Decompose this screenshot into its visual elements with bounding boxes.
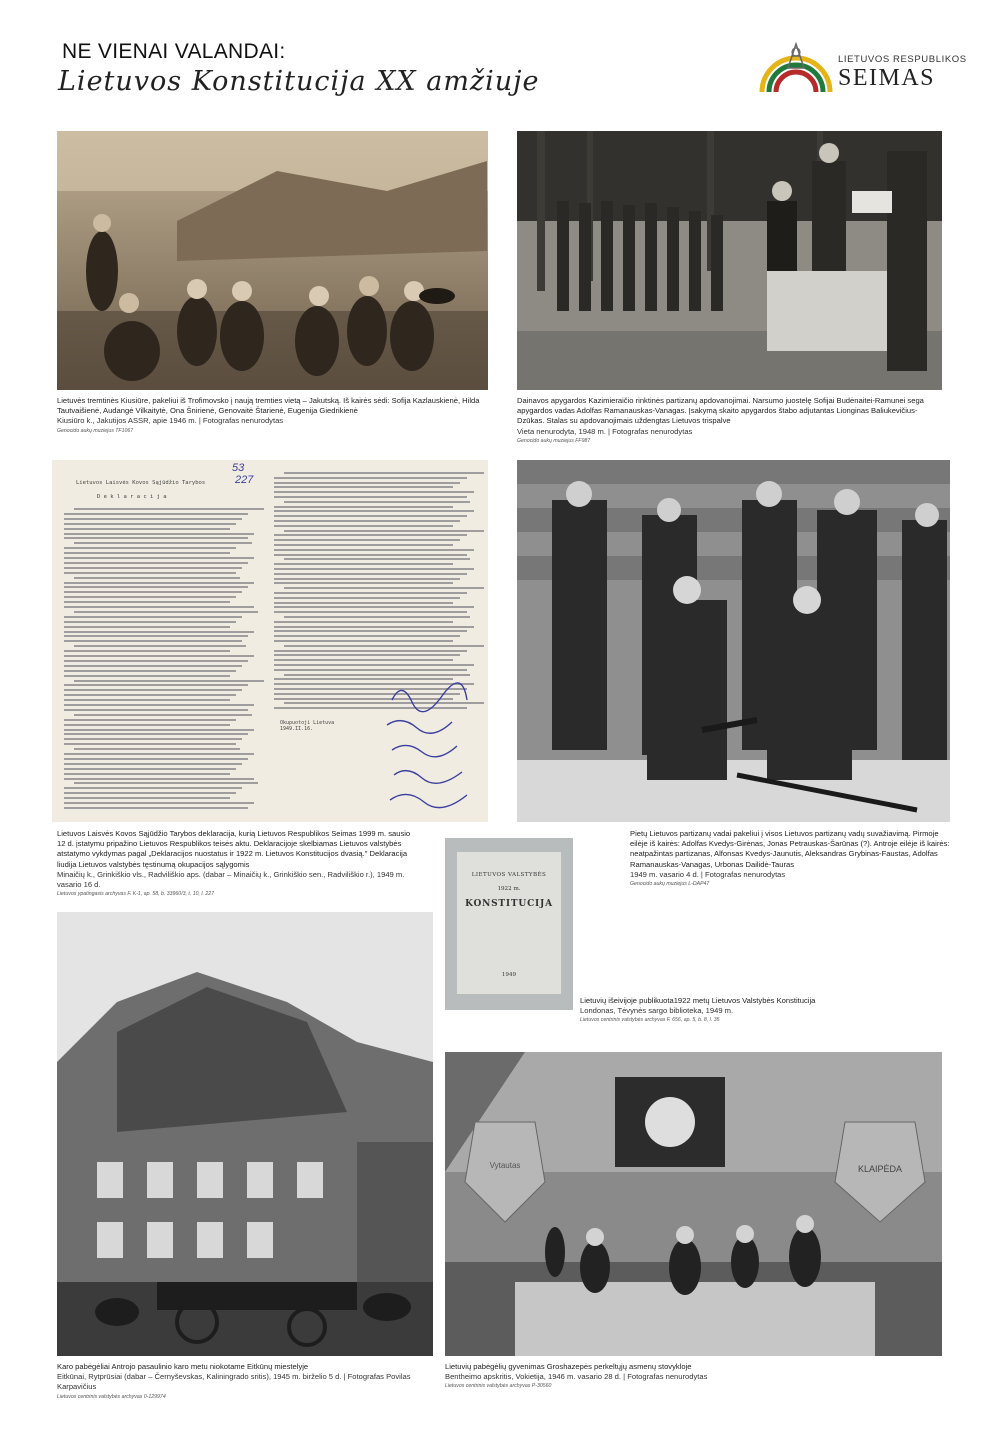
caption-1: [57, 396, 488, 435]
doc-text-line: [274, 650, 467, 652]
doc-text-line: [64, 733, 248, 735]
doc-text-line: [64, 738, 242, 740]
doc-text-line: [64, 684, 248, 686]
doc-text-line: [274, 640, 453, 642]
sign-right: KLAIPĖDA: [857, 1164, 903, 1174]
doc-text-line: [284, 645, 484, 647]
doc-text-line: [64, 689, 242, 691]
doc-text-line: [64, 513, 248, 515]
logo-line-1: LIETUVOS RESPUBLIKOS: [838, 54, 967, 65]
caption-7: [445, 1362, 942, 1390]
doc-text-line: [274, 482, 460, 484]
doc-text-line: [64, 763, 242, 765]
doc-text-line: [64, 665, 242, 667]
photo-partisan-awards: [517, 131, 942, 390]
doc-text-line: [274, 515, 467, 517]
doc-text-line: [274, 573, 467, 575]
doc-text-line: [274, 626, 474, 628]
doc-text-line: [274, 659, 453, 661]
caption-7-title: Lietuvių pabėgėlių gyvenimas Groshazepės perkeltųjų asmenų stovykloje: [445, 1362, 692, 1371]
doc-text-line: [284, 472, 484, 474]
doc-text-line: [274, 621, 453, 623]
doc-text-line: [64, 601, 230, 603]
declaration-document: [52, 460, 488, 822]
doc-text-line: [64, 778, 254, 780]
doc-text-line: [64, 743, 236, 745]
doc-text-line: [64, 537, 248, 539]
doc-text-line: [64, 797, 230, 799]
doc-text-line: [274, 630, 467, 632]
doc-text-line: [74, 645, 246, 647]
doc-text-line: [64, 562, 248, 564]
book-year: 1949: [501, 972, 517, 978]
doc-text-line: [64, 552, 230, 554]
doc-text-line: [64, 773, 230, 775]
doc-text-line: [64, 704, 254, 706]
doc-text-line: [64, 572, 236, 574]
doc-text-line: [274, 654, 460, 656]
caption-6-meta: Eitkūnai, Rytprūsiai (dabar – Černyševskas, Kaliningrado sritis), 1945 m. birželio 5 d. | Fotografas Povilas Karpavičius: [57, 1372, 411, 1392]
caption-1-source: Genocido aukų muziejus TF1067: [57, 427, 134, 434]
doc-text-line: [74, 714, 252, 716]
doc-text-line: [284, 587, 484, 589]
caption-1-title: Lietuvės tremtinės Kiusiūre, pakeliui iš Trofimovsko į naują tremties vietą – Jakutską. Iš kairės sėdi: Sofija Kazlauskienė, Hilda Tautvaišienė, Audangė Vilkaitytė, Ona Šnirienė, Genovaitė Štarienė, Eugenija Giedrikienė: [57, 396, 480, 416]
doc-text-line: [274, 486, 453, 488]
caption-7-meta: Bentheimo apskritis, Vokietija, 1946 m. vasario 28 d. | Fotografas nenurodytas: [445, 1372, 708, 1382]
seimas-emblem-icon: [758, 38, 834, 94]
doc-text-line: [64, 660, 248, 662]
page-title: NE VIENAI VALANDAI:: [62, 40, 286, 63]
doc-text-line: [274, 611, 467, 613]
doc-text-line: [64, 768, 236, 770]
caption-3: [57, 829, 417, 898]
caption-6-source: Lietuvos centrinis valstybės archyvas 0-129974: [57, 1393, 166, 1400]
doc-text-line: [64, 621, 236, 623]
caption-4-meta: 1949 m. vasario 4 d. | Fotografas nenurodytas: [630, 869, 786, 879]
doc-text-line: [64, 631, 254, 633]
doc-text-line: [274, 669, 467, 671]
doc-text-line: [64, 640, 242, 642]
doc-text-line: [274, 477, 467, 479]
logo-line-2: SEIMAS: [838, 65, 936, 91]
doc-heading: Lietuvos Laisvės Kovos Sąjūdžio Tarybos: [76, 480, 206, 486]
doc-text-line: [74, 748, 240, 750]
caption-5: [580, 996, 860, 1024]
doc-number: 53: [232, 462, 245, 474]
caption-4: [630, 829, 950, 888]
doc-text-line: [74, 680, 264, 682]
doc-text-line: [284, 674, 470, 676]
doc-text-line: [274, 534, 467, 536]
photo-partisan-leaders: [517, 460, 950, 822]
caption-3-source: Lietuvos ypatingasis archyvas F. K-1, ap. 58, b. 33960/3, t. 10, l. 227: [57, 891, 215, 898]
doc-text-line: [64, 699, 230, 701]
doc-text-line: [274, 568, 474, 570]
page-subtitle: Lietuvos Konstitucija XX amžiuje: [58, 66, 540, 97]
doc-text-line: [64, 709, 248, 711]
caption-2-title: Dainavos apygardos Kazimieraičio rinktinės partizanų apdovanojimai. Narsumo juostelę Sofijai Budėnaitei-Ramunei sega apygardos vadas Adolfas Ramanauskas-Vanagas. Įsakymą skaito apygardos štabo adjutantas Lionginas Baliukevičius-Dzūkas. Stalas su apdovanojimais uždengtas Lietuvos trispalve: [517, 396, 924, 426]
doc-text-line: [64, 591, 242, 593]
doc-text-line: [64, 547, 236, 549]
caption-4-title: Pietų Lietuvos partizanų vadai pakeliui į visos Lietuvos partizanų vadų suvažiavimą. Pirmoje eilėje iš kairės: Adolfas Kvedys-Girėnas, Jonas Petrauskas-Šarūnas (?). Antroje eilėje iš kairės: neatpažintas partizanas, Alfonsas Kvedys-Jaunutis, Aleksandras Grybinas-Faustas, Adolfas Ramanauskas-Vanagas, Urbonas Dailidė-Tauras: [630, 829, 950, 869]
doc-text-line: [64, 586, 248, 588]
doc-text-line: [274, 635, 460, 637]
doc-text-line: [64, 655, 254, 657]
doc-text-line: [64, 792, 236, 794]
seimas-logo: [758, 38, 967, 94]
photo-war-refugees: [57, 912, 433, 1356]
caption-5-source: Lietuvos centrinis valstybės archyvas F. 656, ap. 5, b. 8, l. 35: [580, 1017, 720, 1024]
caption-6: [57, 1362, 433, 1401]
doc-text-line: [64, 596, 236, 598]
caption-1-meta: Kiusiūro k., Jakutijos ASSR, apie 1946 m. | Fotografas nenurodytas: [57, 416, 284, 426]
doc-text-line: [64, 802, 254, 804]
doc-text-line: [64, 670, 236, 672]
caption-2-meta: Vieta nenurodyta, 1948 m. | Fotografas nenurodytas: [517, 426, 693, 436]
doc-place-date: Okupuotoji Lietuva 1949.II.16.: [280, 720, 335, 732]
doc-text-line: [284, 616, 470, 618]
doc-text-line: [64, 523, 236, 525]
doc-text-line: [284, 530, 484, 532]
doc-text-line: [274, 549, 474, 551]
signatures-icon: [382, 680, 472, 810]
caption-5-title: Lietuvių išeivijoje publikuota1922 metų Lietuvos Valstybės Konstitucija: [580, 996, 816, 1005]
caption-5-meta: Londonas, Tėvynės sargo biblioteka, 1949 m.: [580, 1006, 734, 1016]
doc-text-line: [74, 577, 240, 579]
constitution-booklet: [445, 838, 573, 1010]
doc-text-line: [74, 542, 252, 544]
doc-text-line: [64, 635, 248, 637]
doc-text-line: [64, 616, 242, 618]
doc-heading-2: D e k l a r a c i j a: [97, 494, 167, 500]
doc-text-line: [74, 782, 258, 784]
doc-text-line: [64, 787, 242, 789]
doc-text-line: [64, 724, 230, 726]
doc-text-line: [274, 563, 453, 565]
doc-text-line: [274, 582, 453, 584]
caption-3-meta: Minaičių k., Grinkiškio vls., Radviliškio aps. (dabar – Minaičių k., Grinkiškio sen., Radviliškio r.), 1949 m. vasario 16 d.: [57, 869, 405, 890]
doc-text-line: [74, 611, 258, 613]
book-line-1: LIETUVOS VALSTYBĖS: [471, 872, 547, 878]
caption-4-source: Genocido aukų muziejus L-DAP47: [630, 881, 710, 888]
doc-text-line: [274, 506, 453, 508]
doc-text-line: [274, 544, 453, 546]
doc-text-line: [274, 606, 474, 608]
doc-text-line: [64, 729, 254, 731]
doc-text-line: [284, 501, 470, 503]
doc-number-2: 227: [235, 474, 254, 486]
doc-text-line: [64, 557, 254, 559]
doc-text-line: [274, 664, 474, 666]
doc-text-line: [64, 567, 242, 569]
doc-text-line: [274, 539, 460, 541]
doc-text-line: [64, 675, 230, 677]
photo-dp-camp: [445, 1052, 942, 1356]
doc-text-line: [64, 753, 254, 755]
doc-text-line: [274, 520, 460, 522]
doc-text-line: [274, 496, 467, 498]
doc-text-line: [274, 592, 467, 594]
doc-text-line: [64, 626, 230, 628]
caption-2-source: Genocido aukų muziejus FF987: [517, 437, 591, 444]
photo-deportees: [57, 131, 488, 390]
caption-3-title: Lietuvos Laisvės Kovos Sąjūdžio Tarybos deklaracija, kurią Lietuvos Respublikos Seimas 1999 m. sausio 12 d. įstatymu pripažino Lietuvos Respublikos teisės aktu. Deklaracijoje skelbiamas Lietuvos valstybės atstatymo vykdymas pagal „Deklaracijos nuostatus ir 1922 m. Lietuvos Konstitucijos dvasią." Deklaracija liudija Lietuvos valstybės tęstinumą okupacijos sąlygomis: [57, 829, 411, 869]
caption-6-title: Karo pabėgėliai Antrojo pasaulinio karo metu niokotame Eitkūnų miestelyje: [57, 1362, 309, 1371]
doc-text-line: [74, 508, 264, 510]
doc-text-line: [64, 606, 254, 608]
doc-text-line: [64, 758, 248, 760]
doc-text-line: [274, 554, 467, 556]
caption-7-source: Lietuvos centrinis valstybės archyvas P-30560: [445, 1383, 552, 1390]
doc-text-line: [64, 694, 236, 696]
doc-text-line: [274, 578, 460, 580]
doc-text-line: [274, 510, 474, 512]
doc-text-line: [274, 525, 453, 527]
book-line-3: KONSTITUCIJA: [465, 899, 553, 909]
doc-text-line: [64, 533, 254, 535]
doc-text-line: [64, 582, 254, 584]
doc-text-line: [64, 518, 242, 520]
doc-text-line: [64, 528, 230, 530]
doc-text-line: [64, 719, 236, 721]
doc-text-line: [64, 650, 230, 652]
book-line-2: 1922 m.: [497, 886, 521, 892]
sign-left: Vytautas: [489, 1161, 521, 1170]
doc-text-line: [64, 807, 248, 809]
doc-text-line: [274, 602, 453, 604]
doc-text-line: [284, 558, 470, 560]
caption-2: [517, 396, 942, 445]
doc-text-line: [274, 597, 460, 599]
doc-text-line: [274, 491, 474, 493]
